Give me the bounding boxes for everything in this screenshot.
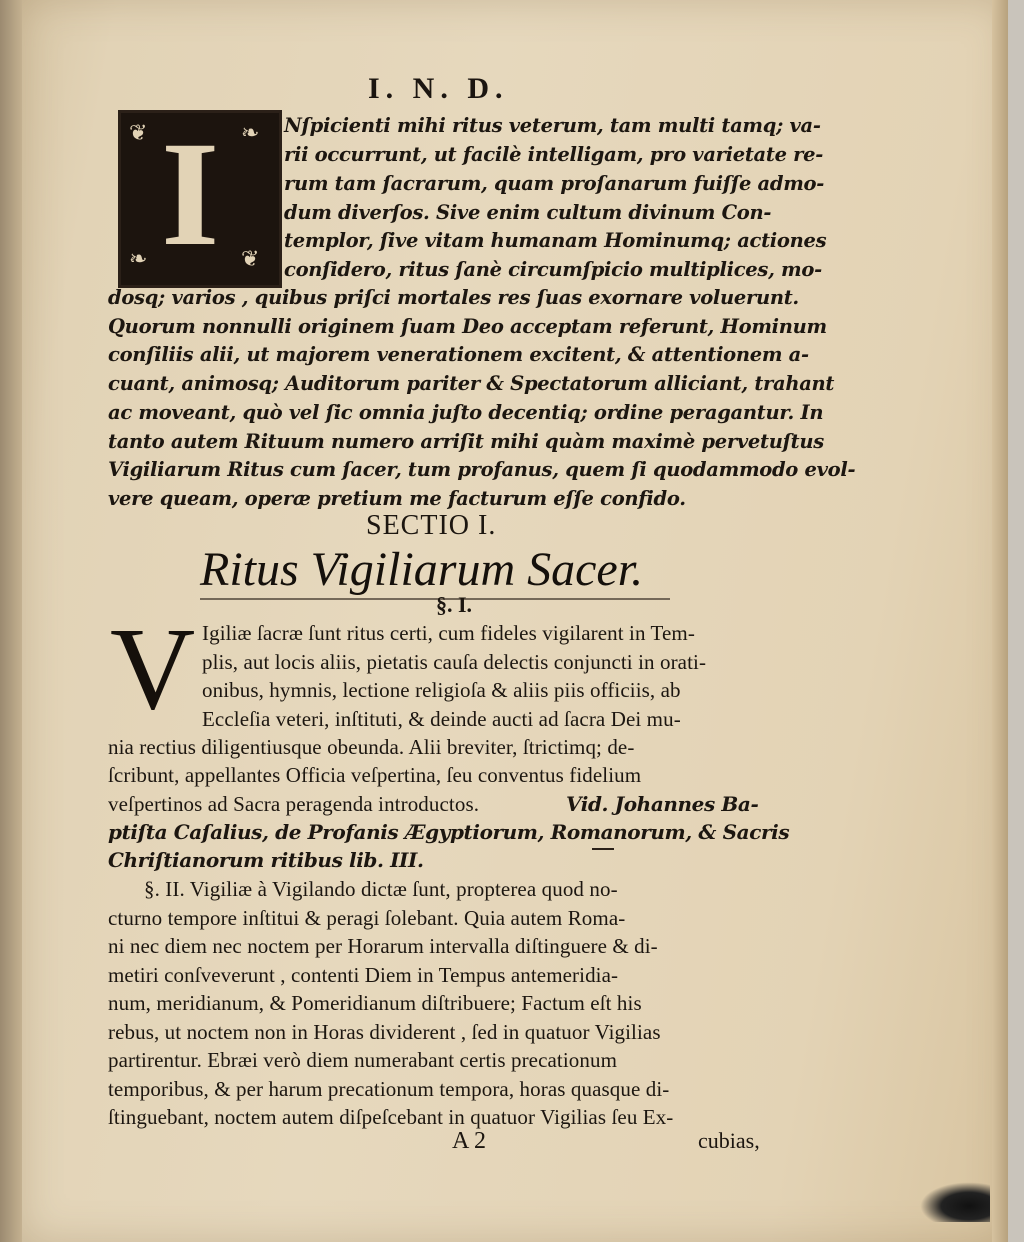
intro-line: vere queam, operæ pretium me facturum eſſe confido.: [108, 487, 686, 510]
intro-line: rum tam ſacrarum, quam proſanarum fuiſſe admo-: [284, 172, 825, 195]
citation-text: ptiſta Caſalius, de Profanis Ægyptiorum, Romanorum, & Sacris: [108, 820, 790, 844]
intro-line: Vigiliarum Ritus cum ſacer, tum profanus, quem ſi quodammodo evol-: [108, 458, 856, 481]
paragraph-mark: §. I.: [436, 592, 473, 617]
page-heading: I. N. D.: [368, 72, 509, 105]
citation-text: Vid. Johannes Ba-: [566, 792, 759, 816]
citation-text: Chriſtianorum ritibus lib. III.: [108, 848, 424, 872]
signature-mark: A 2: [452, 1128, 487, 1154]
initial-letter: V: [110, 603, 196, 734]
intro-line: conſiliis alii, ut majorem venerationem excitent, & attentionem a-: [108, 343, 809, 366]
intro-line: Nſpicienti mihi ritus veterum, tam multi tamq; va-: [284, 114, 821, 137]
divider: [592, 848, 614, 850]
text-line: nia rectius diligentiusque obeunda. Alii breviter, ſtrictimq; de-: [108, 735, 635, 759]
intro-line: rii occurrunt, ut facilè intelligam, pro varietate re-: [284, 143, 824, 166]
intro-line: cuant, animosq; Auditorum pariter & Spectatorum alliciant, trahant: [108, 372, 835, 395]
intro-line: ac moveant, quò vel ſic omnia juſto decentiq; ordine peragantur. In: [108, 401, 824, 424]
catchword: cubias,: [698, 1128, 760, 1153]
page-edge: [992, 0, 1008, 1242]
intro-line: templor, ſive vitam humanam Hominumq; actiones: [284, 229, 827, 252]
text-line: num, meridianum, & Pomeridianum diſtribuere; Factum eſt his: [108, 991, 642, 1015]
section-title: SECTIO I.: [366, 510, 497, 541]
intro-line: tanto autem Rituum numero arriſit mihi quàm maximè pervetuſtus: [108, 430, 824, 453]
section-subtitle: Ritus Vigiliarum Sacer.: [200, 543, 644, 596]
flourish-icon: ❧: [241, 121, 260, 146]
scan-shadow: [920, 1182, 990, 1222]
text-line: temporibus, & per harum precationum tempora, horas quasque di-: [108, 1076, 670, 1101]
text-line: ſcribunt, appellantes Officia veſpertina, ſeu conventus fidelium: [108, 763, 642, 787]
text-line: veſpertinos ad Sacra peragenda introductos.: [108, 792, 480, 816]
text-line: cturno tempore inſtitui & peragi ſolebant. Quia autem Roma-: [108, 905, 626, 930]
text-line: plis, aut locis aliis, pietatis cauſa delectis conjuncti in orati-: [202, 650, 707, 674]
text-line: Eccleſia veteri, inſtituti, & deinde aucti ad ſacra Dei mu-: [202, 707, 681, 731]
initial-letter: I: [161, 111, 220, 277]
text-line: Igiliæ ſacræ ſunt ritus certi, cum fideles vigilarent in Tem-: [202, 621, 695, 645]
flourish-icon: ❧: [129, 247, 148, 272]
intro-line: dosq; varios , quibus priſci mortales res ſuas exornare voluerunt.: [108, 286, 799, 309]
text-line: ſtinguebant, noctem autem diſpeſcebant in quatuor Vigilias ſeu Ex-: [108, 1105, 674, 1129]
text-line: §. II. Vigiliæ à Vigilando dictæ ſunt, propterea quod no-: [144, 877, 618, 901]
divider: [200, 598, 670, 600]
intro-line: conſidero, ritus ſanè circumſpicio multiplices, mo-: [284, 258, 822, 281]
text-line: metiri conſveverunt , contenti Diem in Tempus antemeridia-: [108, 962, 619, 987]
intro-line: dum diverſos. Sive enim cultum divinum Con-: [284, 201, 772, 224]
text-line: ni nec diem nec noctem per Horarum intervalla diſtinguere & di-: [108, 934, 658, 958]
text-line: partirentur. Ebræi verò diem numerabant certis precationum: [108, 1048, 618, 1072]
flourish-icon: ❦: [241, 247, 260, 272]
flourish-icon: ❦: [129, 121, 148, 146]
text-line: rebus, ut noctem non in Horas dividerent , ſed in quatuor Vigilias: [108, 1019, 661, 1044]
intro-line: Quorum nonnulli originem ſuam Deo acceptam referunt, Hominum: [108, 315, 827, 338]
text-line: onibus, hymnis, lectione religioſa & aliis piis officiis, ab: [202, 678, 681, 702]
ornamental-initial: [118, 110, 282, 288]
